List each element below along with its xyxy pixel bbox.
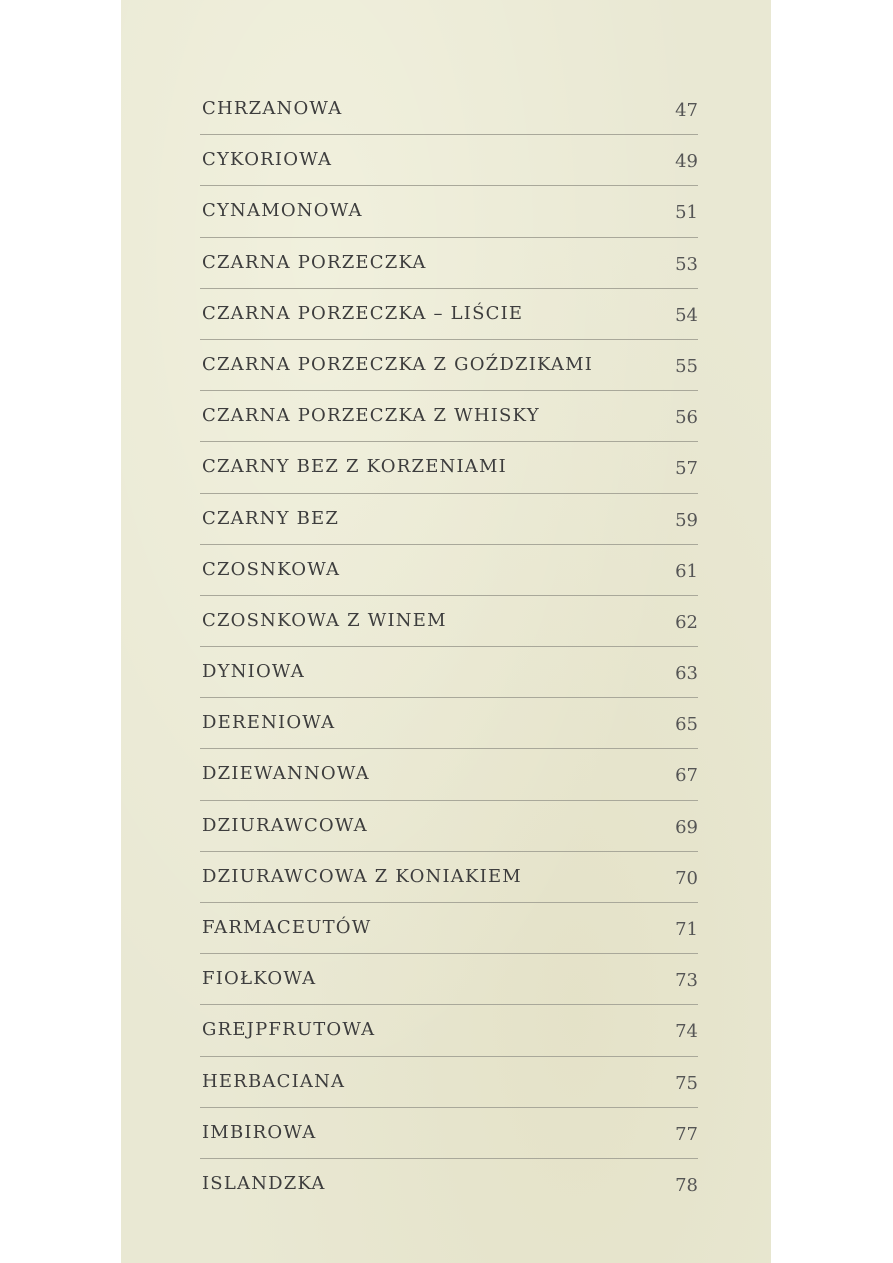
toc-entry	[196, 442, 698, 493]
toc-entry-title: FIOŁKOWA	[202, 968, 317, 990]
toc-entry	[196, 801, 698, 852]
toc-entry-title: IMBIROWA	[202, 1121, 317, 1143]
toc-entry-page: 74	[675, 1021, 698, 1043]
toc-entry	[196, 391, 698, 442]
toc-entry	[196, 698, 698, 749]
toc-entry	[196, 647, 698, 698]
toc-entry	[196, 238, 698, 289]
toc-entry-title: DZIEWANNOWA	[202, 763, 370, 785]
toc-entry-page: 57	[675, 458, 698, 480]
toc-entry-page: 75	[675, 1072, 698, 1094]
toc-entry-title: CZOSNKOWA	[202, 558, 341, 580]
toc-entry-page: 78	[675, 1174, 698, 1196]
toc-entry-title: CZOSNKOWA Z WINEM	[202, 609, 447, 631]
toc-entry-title: DZIURAWCOWA	[202, 814, 368, 836]
toc-entry-title: CZARNA PORZECZKA	[202, 251, 427, 273]
toc-entry-page: 65	[675, 714, 698, 736]
toc-entry-page: 73	[675, 970, 698, 992]
toc-entry-page: 47	[675, 100, 698, 121]
toc-entry	[196, 1057, 698, 1108]
toc-entry	[196, 289, 698, 340]
toc-entry-page: 51	[675, 202, 698, 224]
toc-entry	[196, 852, 698, 903]
toc-entry-title: CZARNY BEZ Z KORZENIAMI	[202, 456, 507, 478]
toc-entry-title: HERBACIANA	[202, 1070, 346, 1092]
toc-entry-title: CZARNY BEZ	[202, 507, 340, 529]
toc-entry	[196, 545, 698, 596]
toc-entry-page: 61	[675, 560, 698, 582]
toc-entry-page: 70	[675, 867, 698, 889]
toc-entry-title: CZARNA PORZECZKA Z WHISKY	[202, 405, 540, 427]
toc-entry-title: CHRZANOWA	[202, 98, 343, 119]
book-page	[121, 0, 771, 1263]
toc-entry-page: 55	[675, 355, 698, 377]
toc-entry-page: 54	[675, 304, 698, 326]
toc-entry-title: GREJPFRUTOWA	[202, 1019, 376, 1041]
toc-entry	[196, 135, 698, 186]
table-of-contents	[196, 84, 698, 1210]
toc-entry-page: 69	[675, 816, 698, 838]
toc-entry	[196, 954, 698, 1005]
toc-entry-title: FARMACEUTÓW	[202, 917, 372, 938]
toc-entry-title: ISLANDZKA	[202, 1172, 326, 1194]
toc-entry	[196, 903, 698, 954]
toc-entry-title: CZARNA PORZECZKA Z GOŹDZIKAMI	[202, 353, 594, 375]
toc-entry	[196, 596, 698, 647]
toc-entry	[196, 1005, 698, 1056]
toc-entry	[196, 1159, 698, 1210]
toc-entry-title: CYKORIOWA	[202, 149, 333, 171]
toc-entry-title: CYNAMONOWA	[202, 200, 363, 222]
toc-entry-title: DERENIOWA	[202, 712, 336, 734]
toc-entry-page: 67	[675, 765, 698, 787]
toc-entry-title: DYNIOWA	[202, 661, 305, 683]
toc-entry	[196, 1108, 698, 1159]
toc-entry-page: 59	[675, 509, 698, 531]
toc-entry	[196, 84, 698, 135]
toc-entry-page: 56	[675, 407, 698, 429]
toc-entry	[196, 494, 698, 545]
toc-entry-title: DZIURAWCOWA Z KONIAKIEM	[202, 865, 522, 887]
toc-entry	[196, 340, 698, 391]
toc-entry-page: 71	[675, 919, 698, 940]
toc-entry-title: CZARNA PORZECZKA – LIŚCIE	[202, 302, 524, 324]
toc-entry	[196, 749, 698, 800]
toc-entry-page: 49	[675, 151, 698, 173]
toc-entry-page: 63	[675, 663, 698, 685]
toc-entry-page: 77	[675, 1123, 698, 1145]
toc-entry	[196, 186, 698, 237]
toc-entry-page: 62	[675, 611, 698, 633]
toc-entry-page: 53	[675, 253, 698, 275]
